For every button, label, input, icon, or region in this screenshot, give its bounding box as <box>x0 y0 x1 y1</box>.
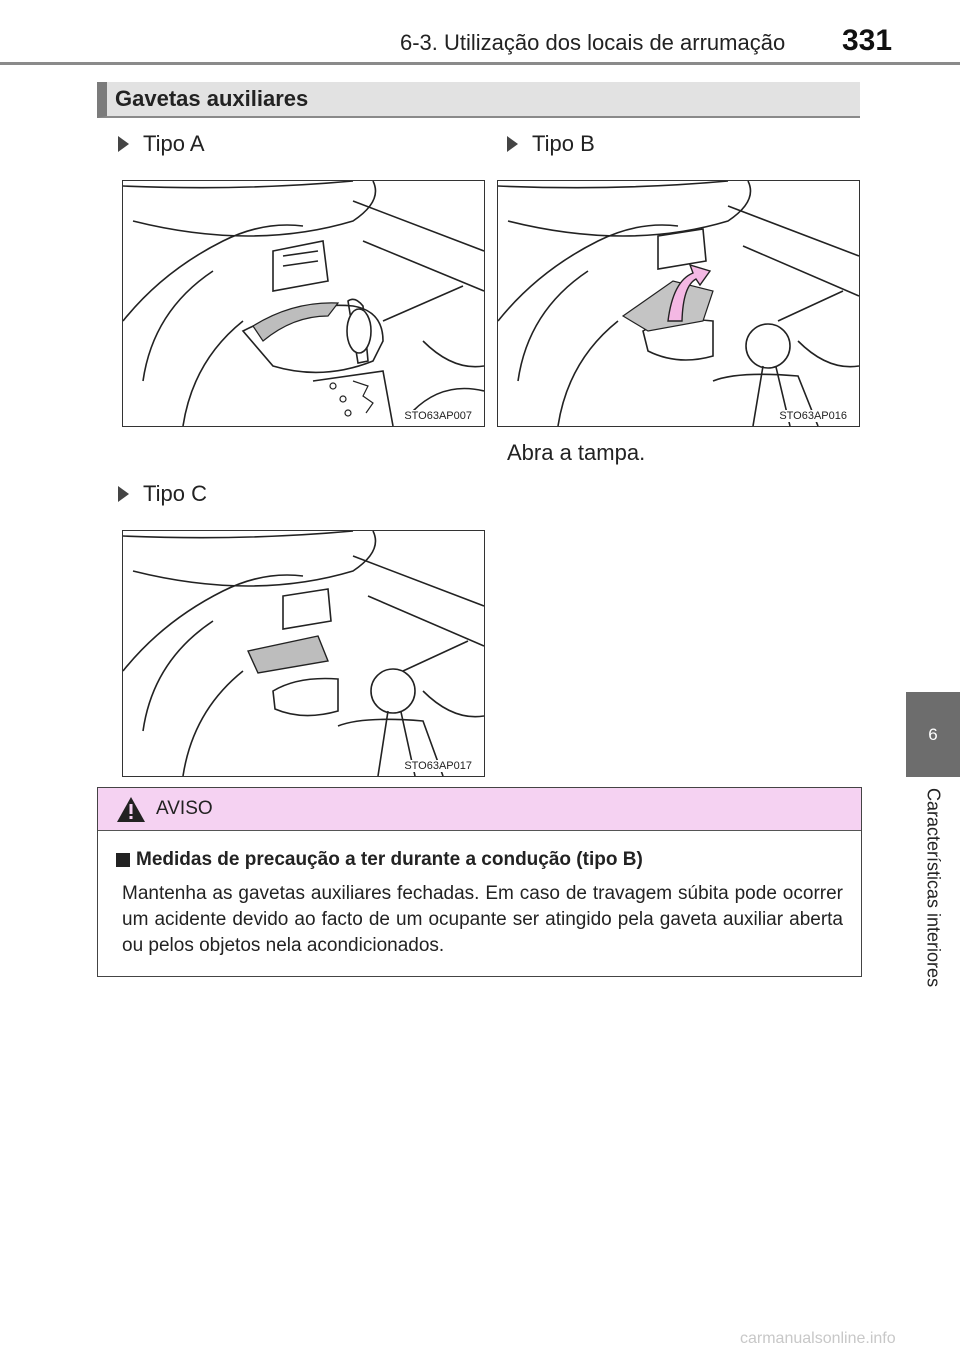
type-a-label <box>118 131 205 157</box>
square-bullet-icon <box>116 853 130 867</box>
chapter-tab <box>906 692 960 777</box>
watermark: carmanualsonline.info <box>740 1330 896 1347</box>
automatic-gear-shifter-illustration <box>123 181 484 426</box>
chapter-number: 6 <box>928 724 938 744</box>
page-number: 331 <box>842 24 893 57</box>
figure-type-a <box>122 180 485 427</box>
warning-box <box>97 787 862 977</box>
figure-type-b <box>497 180 860 427</box>
warning-title: AVISO <box>156 798 213 819</box>
type-b-text: Tipo B <box>532 131 595 156</box>
figure-code: STO63AP016 <box>779 410 847 422</box>
warning-heading <box>116 849 843 871</box>
header-section-title: 6-3. Utilização dos locais de arrumação <box>400 30 786 55</box>
type-c-label <box>118 481 207 507</box>
figure-b-caption: Abra a tampa. <box>507 440 646 465</box>
type-b-label <box>507 131 595 157</box>
figure-type-c <box>122 530 485 777</box>
chapter-title: Características interiores <box>923 787 944 988</box>
manual-gear-shifter-tray-illustration <box>123 531 484 776</box>
header-divider <box>0 62 960 65</box>
warning-text: Mantenha as gavetas auxiliares fechadas. Em caso de travagem súbita pode ocorrer um acidente devido ao facto de um ocupante ser atingido pela gaveta auxiliar aberta ou pelos objetos nela acondicionados. <box>122 883 843 956</box>
type-c-text: Tipo C <box>143 481 207 506</box>
triangle-bullet-icon <box>507 136 518 152</box>
warning-heading-text: Medidas de precaução a ter durante a condução (tipo B) <box>136 849 643 870</box>
triangle-bullet-icon <box>118 486 129 502</box>
figure-code: STO63AP007 <box>404 410 472 422</box>
section-title-bar <box>97 82 860 118</box>
warning-triangle-icon <box>116 796 146 823</box>
section-title: Gavetas auxiliares <box>115 86 309 111</box>
warning-header <box>98 788 861 831</box>
triangle-bullet-icon <box>118 136 129 152</box>
type-a-text: Tipo A <box>143 131 205 156</box>
figure-code: STO63AP017 <box>404 760 472 772</box>
chapter-title-vertical <box>906 785 960 990</box>
manual-gear-shifter-open-tray-illustration <box>498 181 859 426</box>
